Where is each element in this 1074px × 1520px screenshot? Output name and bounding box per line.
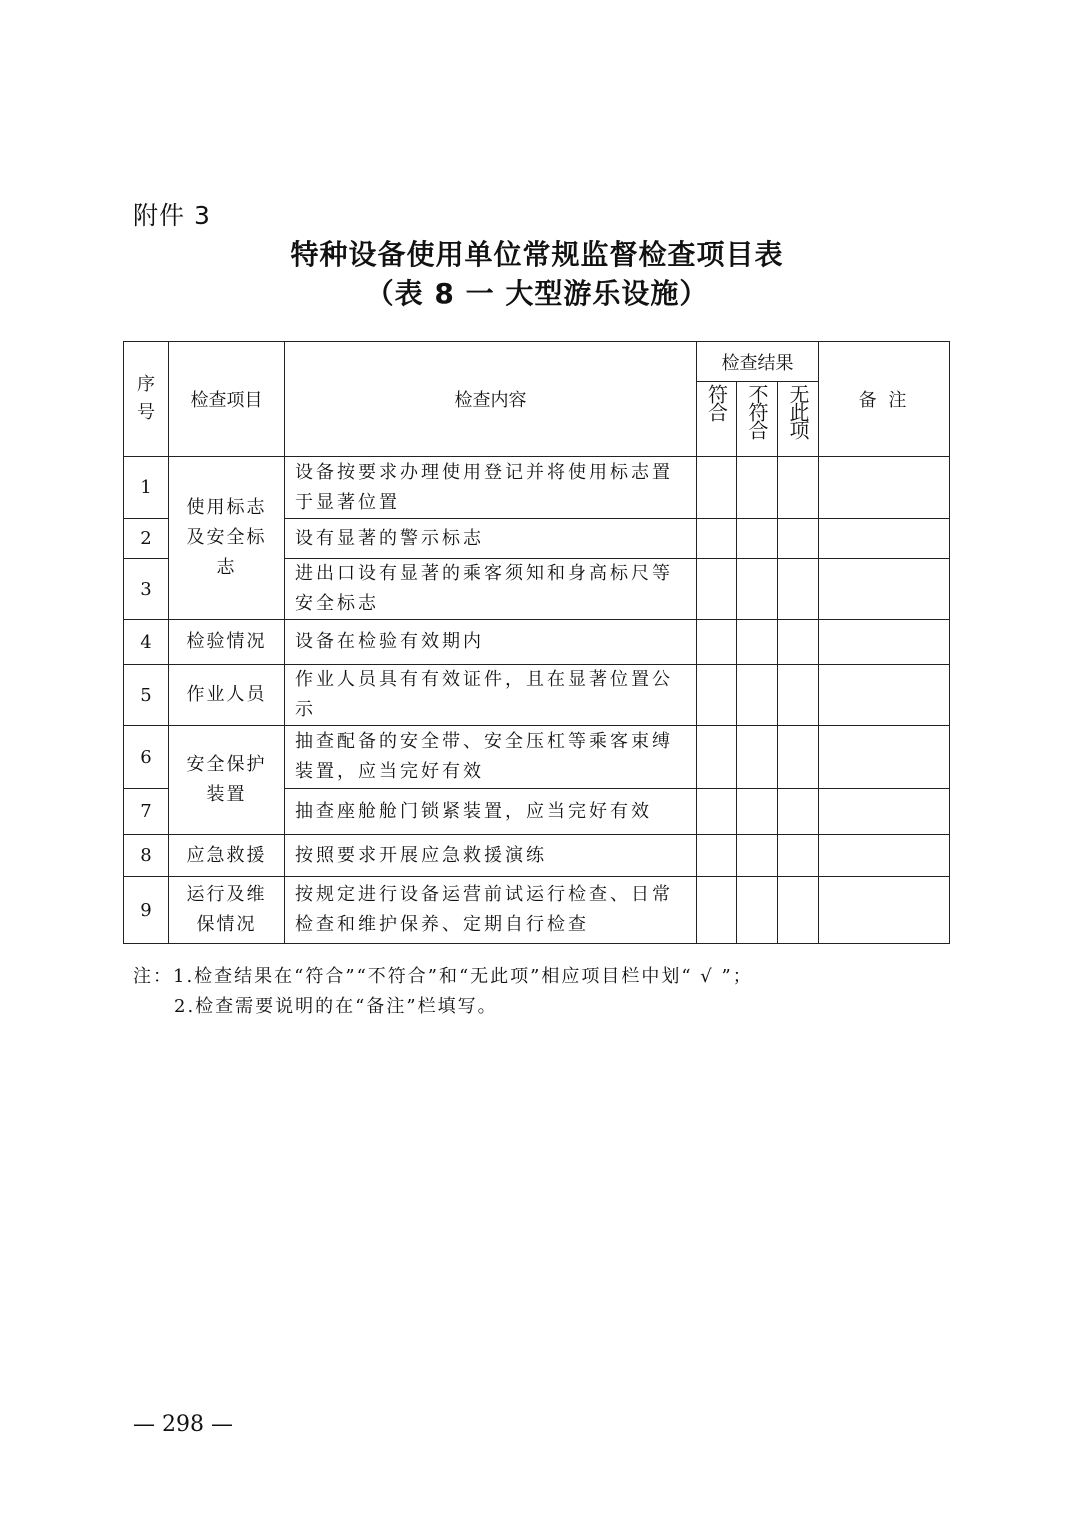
remark-cell[interactable] <box>819 877 950 944</box>
table-row <box>124 457 950 519</box>
remark-cell[interactable] <box>819 620 950 665</box>
na-cell[interactable] <box>778 620 819 665</box>
row-number: 5 <box>124 665 169 726</box>
check-item: 安全保护装置 <box>169 726 285 835</box>
row-number: 3 <box>124 559 169 620</box>
table-row <box>124 835 950 877</box>
na-cell[interactable] <box>778 726 819 789</box>
na-cell[interactable] <box>778 559 819 620</box>
nonconform-cell[interactable] <box>737 877 778 944</box>
check-content: 按照要求开展应急救援演练 <box>285 835 697 877</box>
header-remark: 备 注 <box>819 342 950 457</box>
conform-cell[interactable] <box>697 877 737 944</box>
check-content: 抽查座舱舱门锁紧装置，应当完好有效 <box>285 789 697 835</box>
row-number: 8 <box>124 835 169 877</box>
table-row <box>124 620 950 665</box>
remark-cell[interactable] <box>819 835 950 877</box>
conform-cell[interactable] <box>697 457 737 519</box>
row-number: 7 <box>124 789 169 835</box>
nonconform-cell[interactable] <box>737 519 778 559</box>
na-cell[interactable] <box>778 877 819 944</box>
inspection-table <box>123 341 950 944</box>
note-line-1: 注：1.检查结果在“符合”“不符合”和“无此项”相应项目栏中划“ √ ”； <box>133 966 753 987</box>
check-item: 运行及维保情况 <box>169 877 285 944</box>
check-content: 设备在检验有效期内 <box>285 620 697 665</box>
remark-cell[interactable] <box>819 457 950 519</box>
header-item: 检查项目 <box>169 342 285 457</box>
header-seq: 序 号 <box>124 342 169 457</box>
remark-cell[interactable] <box>819 559 950 620</box>
header-result: 检查结果 <box>697 342 819 382</box>
nonconform-cell[interactable] <box>737 835 778 877</box>
remark-cell[interactable] <box>819 519 950 559</box>
conform-cell[interactable] <box>697 726 737 789</box>
header-conform: 符合 <box>697 382 737 457</box>
check-content: 按规定进行设备运营前试运行检查、日常检查和维护保养、定期自行检查 <box>285 877 697 944</box>
nonconform-cell[interactable] <box>737 457 778 519</box>
check-item: 使用标志及安全标志 <box>169 457 285 620</box>
nonconform-cell[interactable] <box>737 665 778 726</box>
row-number: 6 <box>124 726 169 789</box>
conform-cell[interactable] <box>697 835 737 877</box>
remark-cell[interactable] <box>819 665 950 726</box>
na-cell[interactable] <box>778 665 819 726</box>
conform-cell[interactable] <box>697 789 737 835</box>
header-nonconform: 不符合 <box>737 382 778 457</box>
notes <box>133 962 753 1022</box>
remark-cell[interactable] <box>819 789 950 835</box>
check-content: 作业人员具有有效证件，且在显著位置公示 <box>285 665 697 726</box>
check-content: 抽查配备的安全带、安全压杠等乘客束缚装置，应当完好有效 <box>285 726 697 789</box>
table-row <box>124 877 950 944</box>
check-item: 检验情况 <box>169 620 285 665</box>
row-number: 1 <box>124 457 169 519</box>
na-cell[interactable] <box>778 789 819 835</box>
conform-cell[interactable] <box>697 665 737 726</box>
check-item: 应急救援 <box>169 835 285 877</box>
table-row <box>124 726 950 789</box>
page-number: — 298 — <box>133 1412 233 1437</box>
nonconform-cell[interactable] <box>737 789 778 835</box>
na-cell[interactable] <box>778 519 819 559</box>
document-title: 特种设备使用单位常规监督检查项目表 <box>290 238 784 271</box>
row-number: 9 <box>124 877 169 944</box>
conform-cell[interactable] <box>697 559 737 620</box>
header-na: 无此项 <box>778 382 819 457</box>
remark-cell[interactable] <box>819 726 950 789</box>
check-content: 设备按要求办理使用登记并将使用标志置于显著位置 <box>285 457 697 519</box>
note-line-2: 2.检查需要说明的在“备注”栏填写。 <box>174 996 498 1017</box>
nonconform-cell[interactable] <box>737 620 778 665</box>
header-content: 检查内容 <box>285 342 697 457</box>
nonconform-cell[interactable] <box>737 726 778 789</box>
check-item: 作业人员 <box>169 665 285 726</box>
document-subtitle: （表 8 一 大型游乐设施） <box>365 277 709 310</box>
table-row <box>124 665 950 726</box>
check-content: 进出口设有显著的乘客须知和身高标尺等安全标志 <box>285 559 697 620</box>
nonconform-cell[interactable] <box>737 559 778 620</box>
row-number: 2 <box>124 519 169 559</box>
check-content: 设有显著的警示标志 <box>285 519 697 559</box>
annex-label: 附件 3 <box>133 201 211 230</box>
table-header-row <box>124 342 950 382</box>
conform-cell[interactable] <box>697 519 737 559</box>
row-number: 4 <box>124 620 169 665</box>
conform-cell[interactable] <box>697 620 737 665</box>
na-cell[interactable] <box>778 835 819 877</box>
na-cell[interactable] <box>778 457 819 519</box>
